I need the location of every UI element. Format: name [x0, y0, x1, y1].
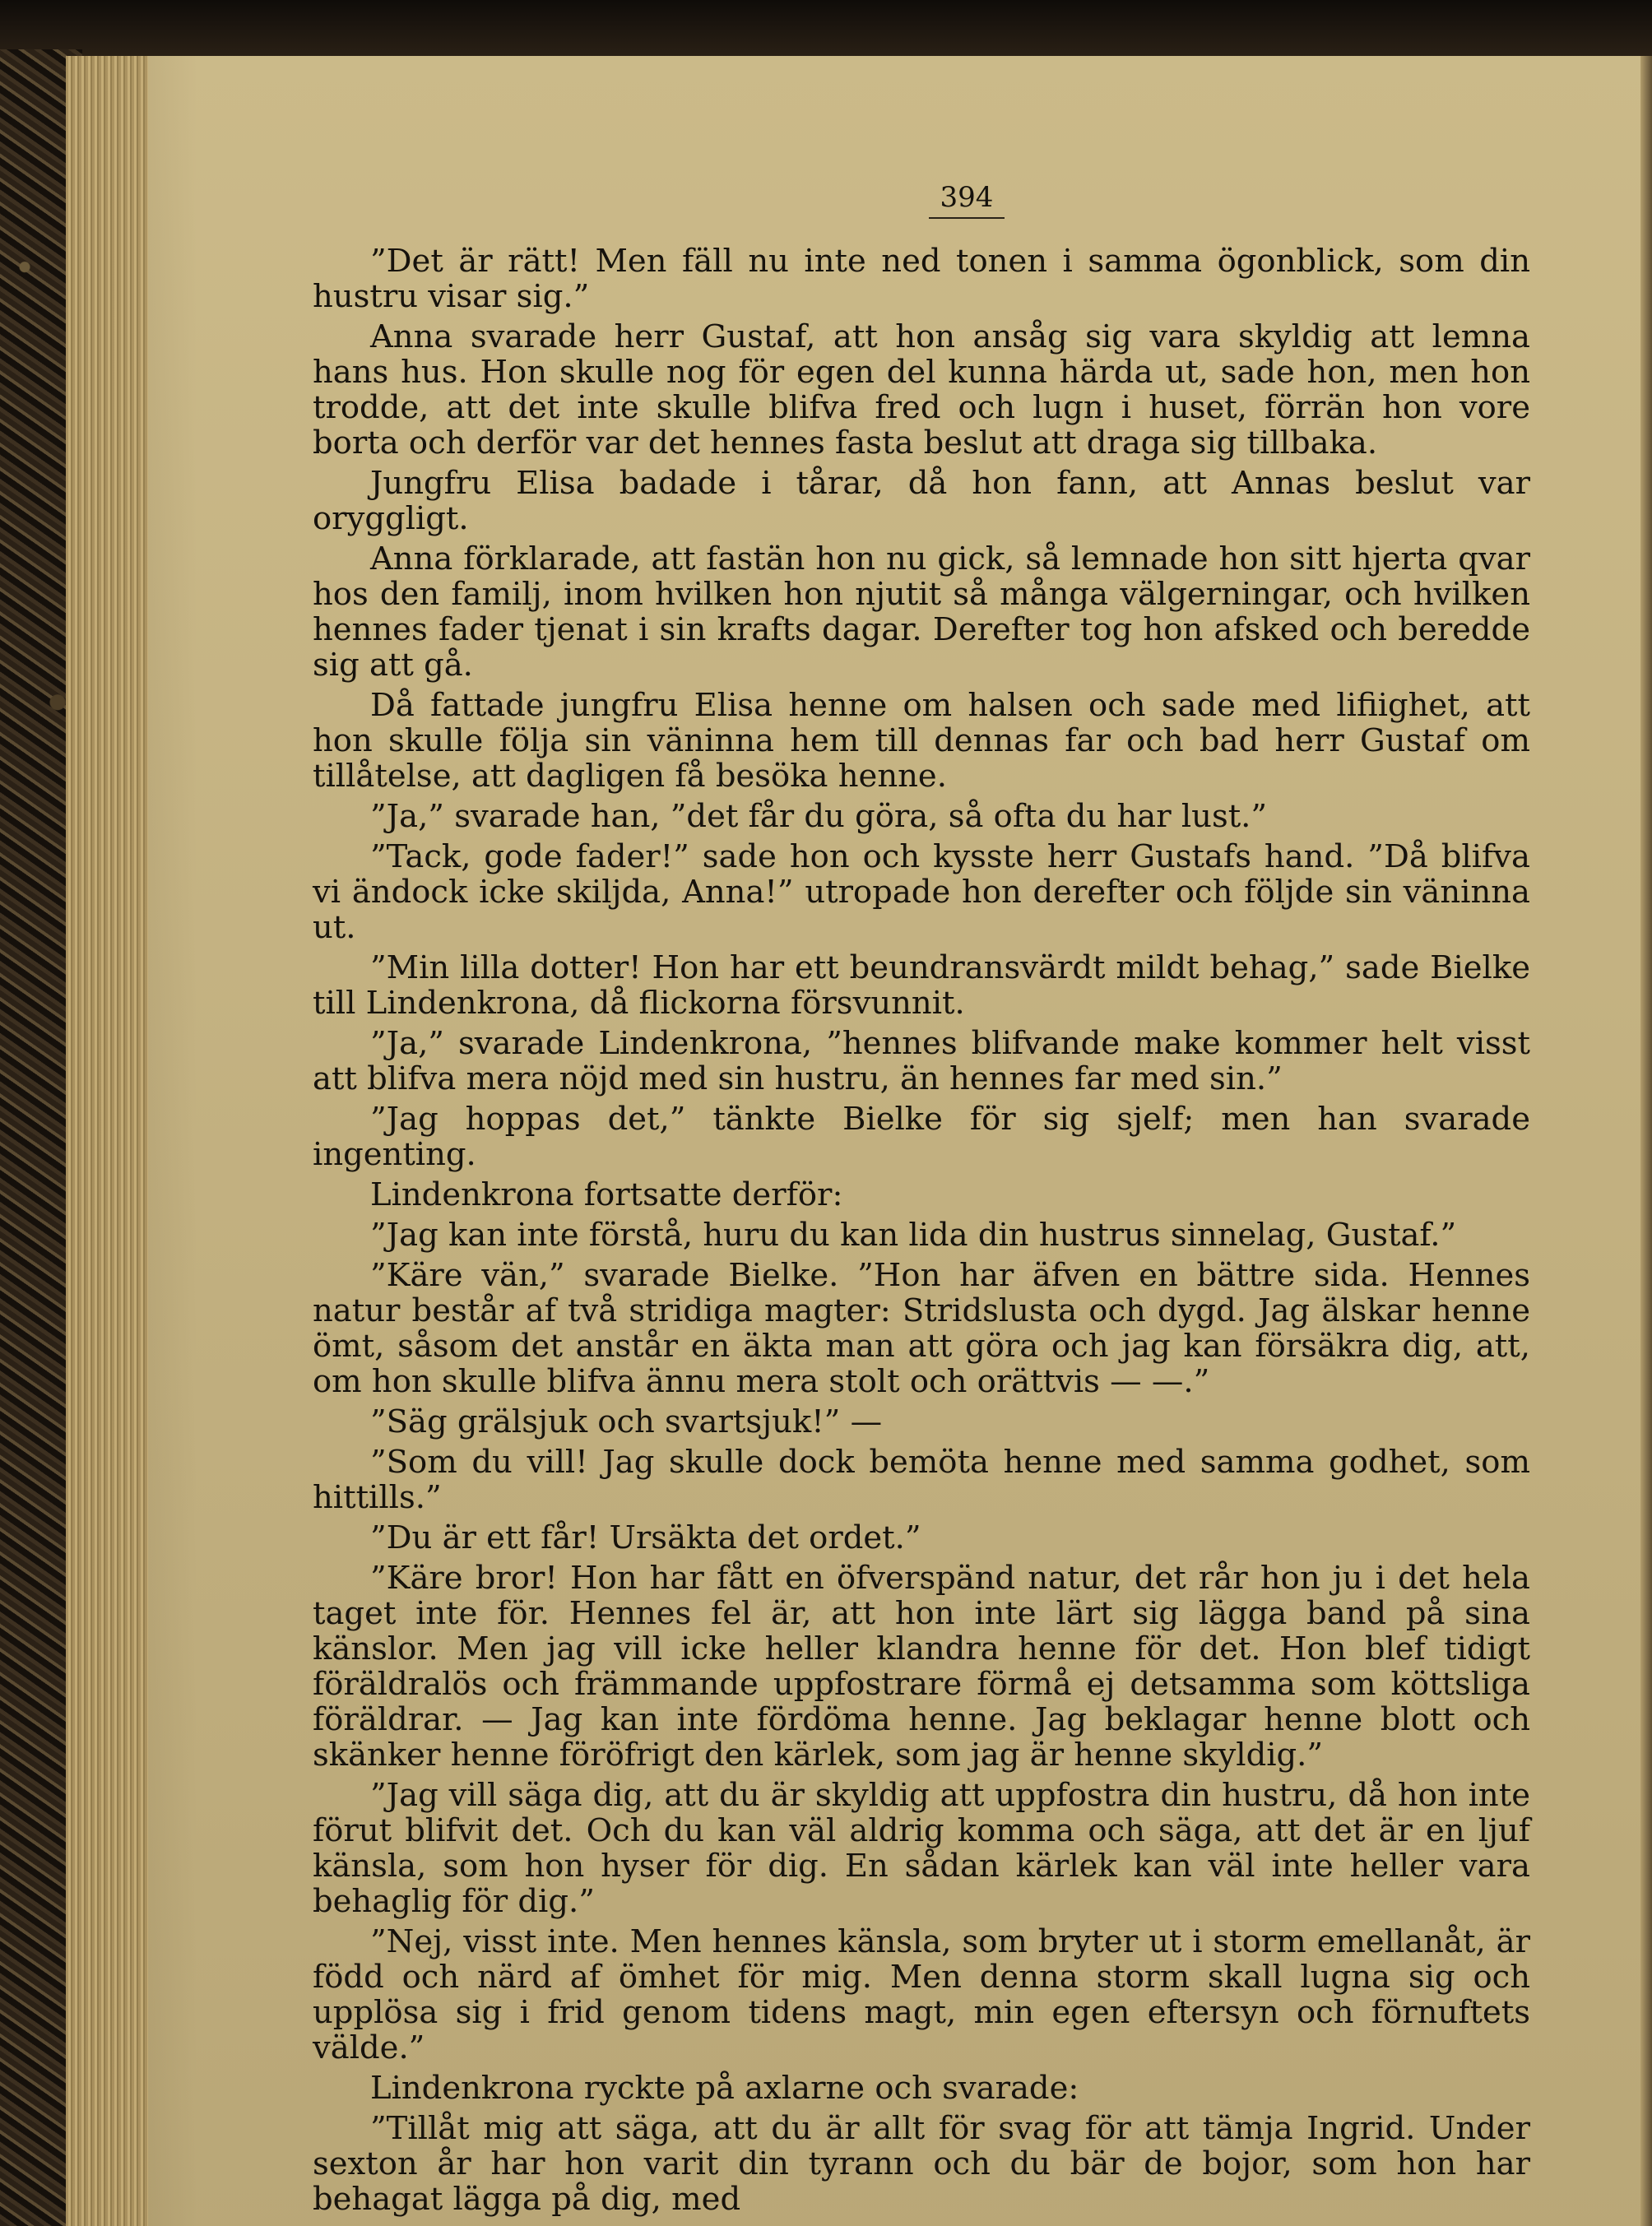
paragraph-14: ”Säg grälsjuk och svartsjuk!” —	[370, 1403, 883, 1440]
paragraph-8: ”Min lilla dotter! Hon har ett beundransvärdt mildt behag,” sade Bielke till Lindenkrona, då flickorna försvunnit.	[313, 949, 1530, 1022]
paragraph-21: ”Tillåt mig att säga, att du är allt för svag för att tämja Ingrid. Under sexton år har hon varit din tyrann och du bär de bojor, som hon har behagat lägga på dig, med	[313, 2110, 1530, 2218]
paragraph-12: ”Jag kan inte förstå, huru du kan lida din hustrus sinnelag, Gustaf.”	[370, 1217, 1457, 1254]
paragraph-15: ”Som du vill! Jag skulle dock bemöta henne med samma godhet, som hittills.”	[313, 1444, 1530, 1516]
paragraph-6: ”Ja,” svarade han, ”det får du göra, så ofta du har lust.”	[370, 798, 1268, 835]
page-number: 394	[313, 183, 1530, 219]
paragraph-19: ”Nej, visst inte. Men hennes känsla, som bryter ut i storm emellanåt, är född och närd af ömhet för mig. Men denna storm skall lugna sig och upplösa sig i frid genom tidens magt, min egen eftersyn och förnuftets välde.”	[313, 1923, 1530, 2066]
page-gutter	[66, 56, 148, 2226]
page-right-edge	[1640, 56, 1652, 2226]
page-text-block	[313, 183, 1530, 2222]
paragraph-16: ”Du är ett får! Ursäkta det ordet.”	[370, 1519, 921, 1556]
paragraph-17: ”Käre bror! Hon har fått en öfverspänd natur, det rår hon ju i det hela taget inte för. Hennes fel är, att hon inte lärt sig lägga band på sina känslor. Men jag vill icke heller klandra henne för det. Hon blef tidigt föräldralös och främmande uppfostrare förmå ej detsamma som köttsliga föräldrar. — Jag kan inte fördöma henne. Jag beklagar henne blott och skänker henne föröfrigt den kärlek, som jag är henne skyldig.”	[313, 1560, 1530, 1774]
paragraph-1: ”Det är rätt! Men fäll nu inte ned tonen i samma ögonblick, som din hustru visar sig.”	[313, 243, 1530, 315]
paragraph-4: Anna förklarade, att fastän hon nu gick, så lemnade hon sitt hjerta qvar hos den familj, inom hvilken hon njutit så många välgerningar, och hvilken hennes fader tjenat i sin krafts dagar. Derefter tog hon afsked och beredde sig att gå.	[313, 540, 1530, 684]
paragraph-9: ”Ja,” svarade Lindenkrona, ”hennes blifvande make kommer helt visst att blifva mera nöjd med sin hustru, än hennes far med sin.”	[313, 1025, 1530, 1097]
paragraph-10: ”Jag hoppas det,” tänkte Bielke för sig sjelf; men han svarade ingenting.	[313, 1101, 1530, 1173]
paragraph-11: Lindenkrona fortsatte derför:	[370, 1176, 843, 1213]
book-cover-top	[0, 0, 1652, 58]
paragraph-5: Då fattade jungfru Elisa henne om halsen och sade med lifiighet, att hon skulle följa sin väninna hem till dennas far och bad herr Gustaf om tillåtelse, att dagligen få besöka henne.	[313, 687, 1530, 795]
paragraph-3: Jungfru Elisa badade i tårar, då hon fann, att Annas beslut var oryggligt.	[313, 465, 1530, 537]
paragraph-18: ”Jag vill säga dig, att du är skyldig att uppfostra din hustru, då hon inte förut blifvit det. Och du kan väl aldrig komma och säga, att det är en ljuf känsla, som hon hyser för dig. En sådan kärlek kan väl inte heller vara behaglig för dig.”	[313, 1777, 1530, 1920]
paragraph-7: ”Tack, gode fader!” sade hon och kysste herr Gustafs hand. ”Då blifva vi ändock icke skiljda, Anna!” utropade hon derefter och följde sin väninna ut.	[313, 838, 1530, 946]
paragraph-2: Anna svarade herr Gustaf, att hon ansåg sig vara skyldig att lemna hans hus. Hon skulle nog för egen del kunna härda ut, sade hon, men hon trodde, att det inte skulle blifva fred och lugn i huset, förrän hon vore borta och derför var det hennes fasta beslut att draga sig tillbaka.	[313, 318, 1530, 461]
paragraph-13: ”Käre vän,” svarade Bielke. ”Hon har äfven en bättre sida. Hennes natur består af två stridiga magter: Stridslusta och dygd. Jag älskar henne ömt, såsom det anstår en äkta man att göra och jag kan försäkra dig, att, om hon skulle blifva ännu mera stolt och orättvis — —.”	[313, 1257, 1530, 1400]
paragraph-20: Lindenkrona ryckte på axlarne och svarade:	[370, 2070, 1079, 2107]
